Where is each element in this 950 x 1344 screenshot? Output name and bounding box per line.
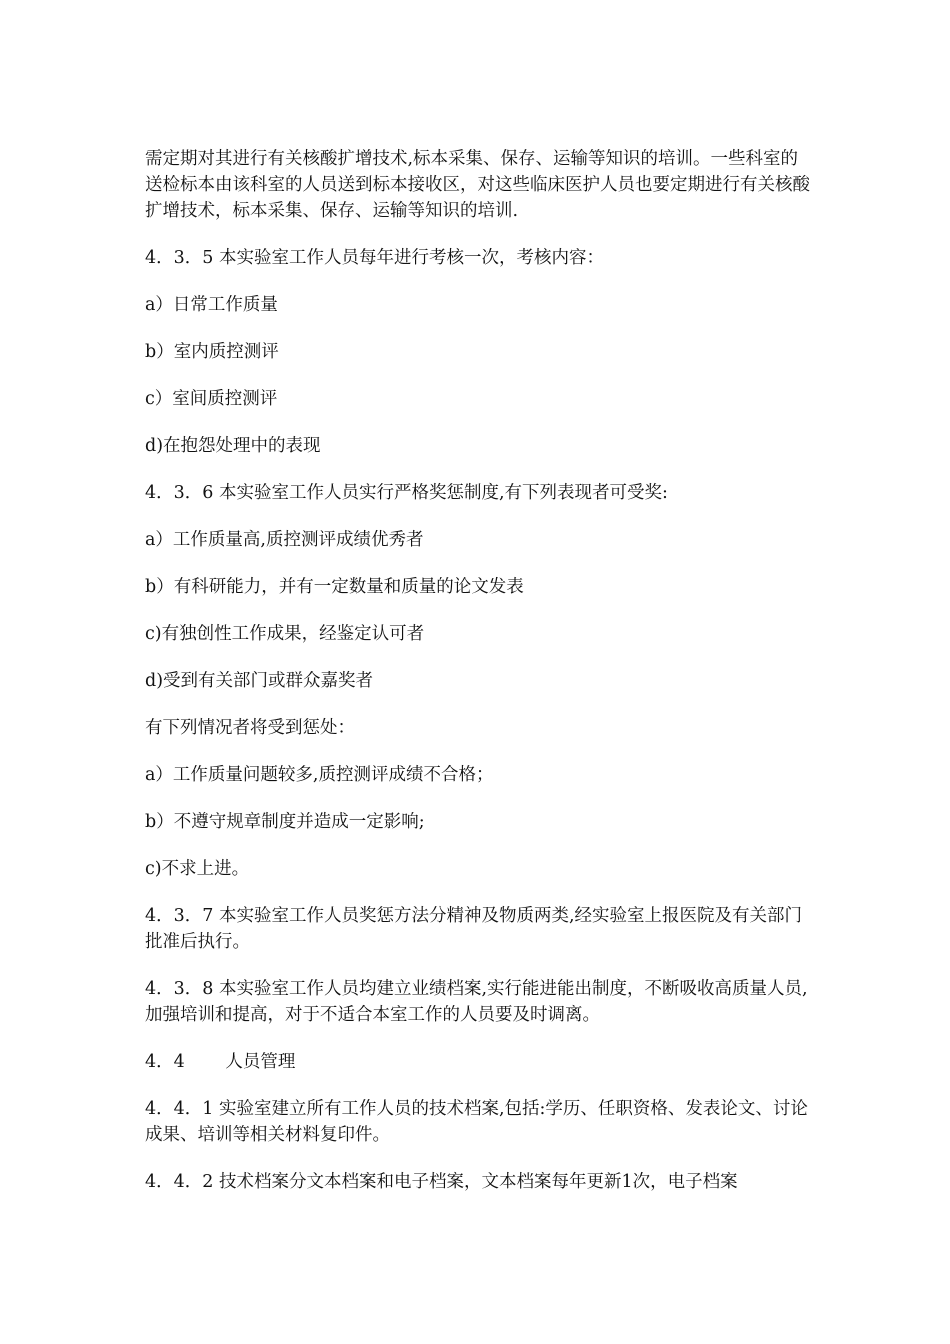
list-item-commended: d)受到有关部门或群众嘉奖者: [145, 671, 374, 691]
list-item-quality-problems: a）工作质量问题较多,质控测评成绩不合格；: [145, 765, 494, 785]
paragraph-4-3-6-heading: 4．3．6 本实验室工作人员实行严格奖惩制度,有下列表现者可受奖:: [145, 483, 668, 503]
paragraph-4-3-8: 4．3．8 本实验室工作人员均建立业绩档案,实行能进能出制度，不断吸收高质量人员,加强培训和提高，对于不适合本室工作的人员要及时调离。: [145, 979, 808, 1025]
paragraph-4-4-2: 4．4．2 技术档案分文本档案和电子档案，文本档案每年更新1次，电子档案: [145, 1172, 738, 1192]
paragraph-4-3-7: 4．3．7 本实验室工作人员奖惩方法分精神及物质两类,经实验室上报医院及有关部门批准后执行。: [145, 906, 803, 952]
section-heading-4-4: 4．4 人员管理: [145, 1052, 296, 1072]
paragraph-4-3-5-heading: 4．3．5 本实验室工作人员每年进行考核一次，考核内容：: [145, 248, 604, 268]
list-item-daily-quality: a）日常工作质量: [145, 295, 278, 315]
list-item-no-progress: c)不求上进。: [145, 859, 250, 879]
list-item-rule-violation: b）不遵守规章制度并造成一定影响;: [145, 812, 425, 832]
list-item-internal-qc: b）室内质控测评: [145, 342, 279, 362]
list-item-complaint-handling: d)在抱怨处理中的表现: [145, 436, 321, 456]
list-item-external-qc: c）室间质控测评: [145, 389, 278, 409]
list-item-high-quality: a）工作质量高,质控测评成绩优秀者: [145, 530, 424, 550]
list-item-original-results: c)有独创性工作成果，经鉴定认可者: [145, 624, 425, 644]
paragraph-penalty-heading: 有下列情况者将受到惩处：: [145, 718, 355, 738]
document-body: [145, 146, 810, 1216]
list-item-research-ability: b）有科研能力，并有一定数量和质量的论文发表: [145, 577, 524, 597]
paragraph-4-4-1: 4．4．1 实验室建立所有工作人员的技术档案,包括:学历、任职资格、发表论文、讨论成果、培训等相关材料复印件。: [145, 1099, 808, 1145]
paragraph-training-intro: 需定期对其进行有关核酸扩增技术,标本采集、保存、运输等知识的培训。一些科室的送检标本由该科室的人员送到标本接收区，对这些临床医护人员也要定期进行有关核酸扩增技术，标本采集、保存、运输等知识的培训.: [145, 149, 810, 221]
